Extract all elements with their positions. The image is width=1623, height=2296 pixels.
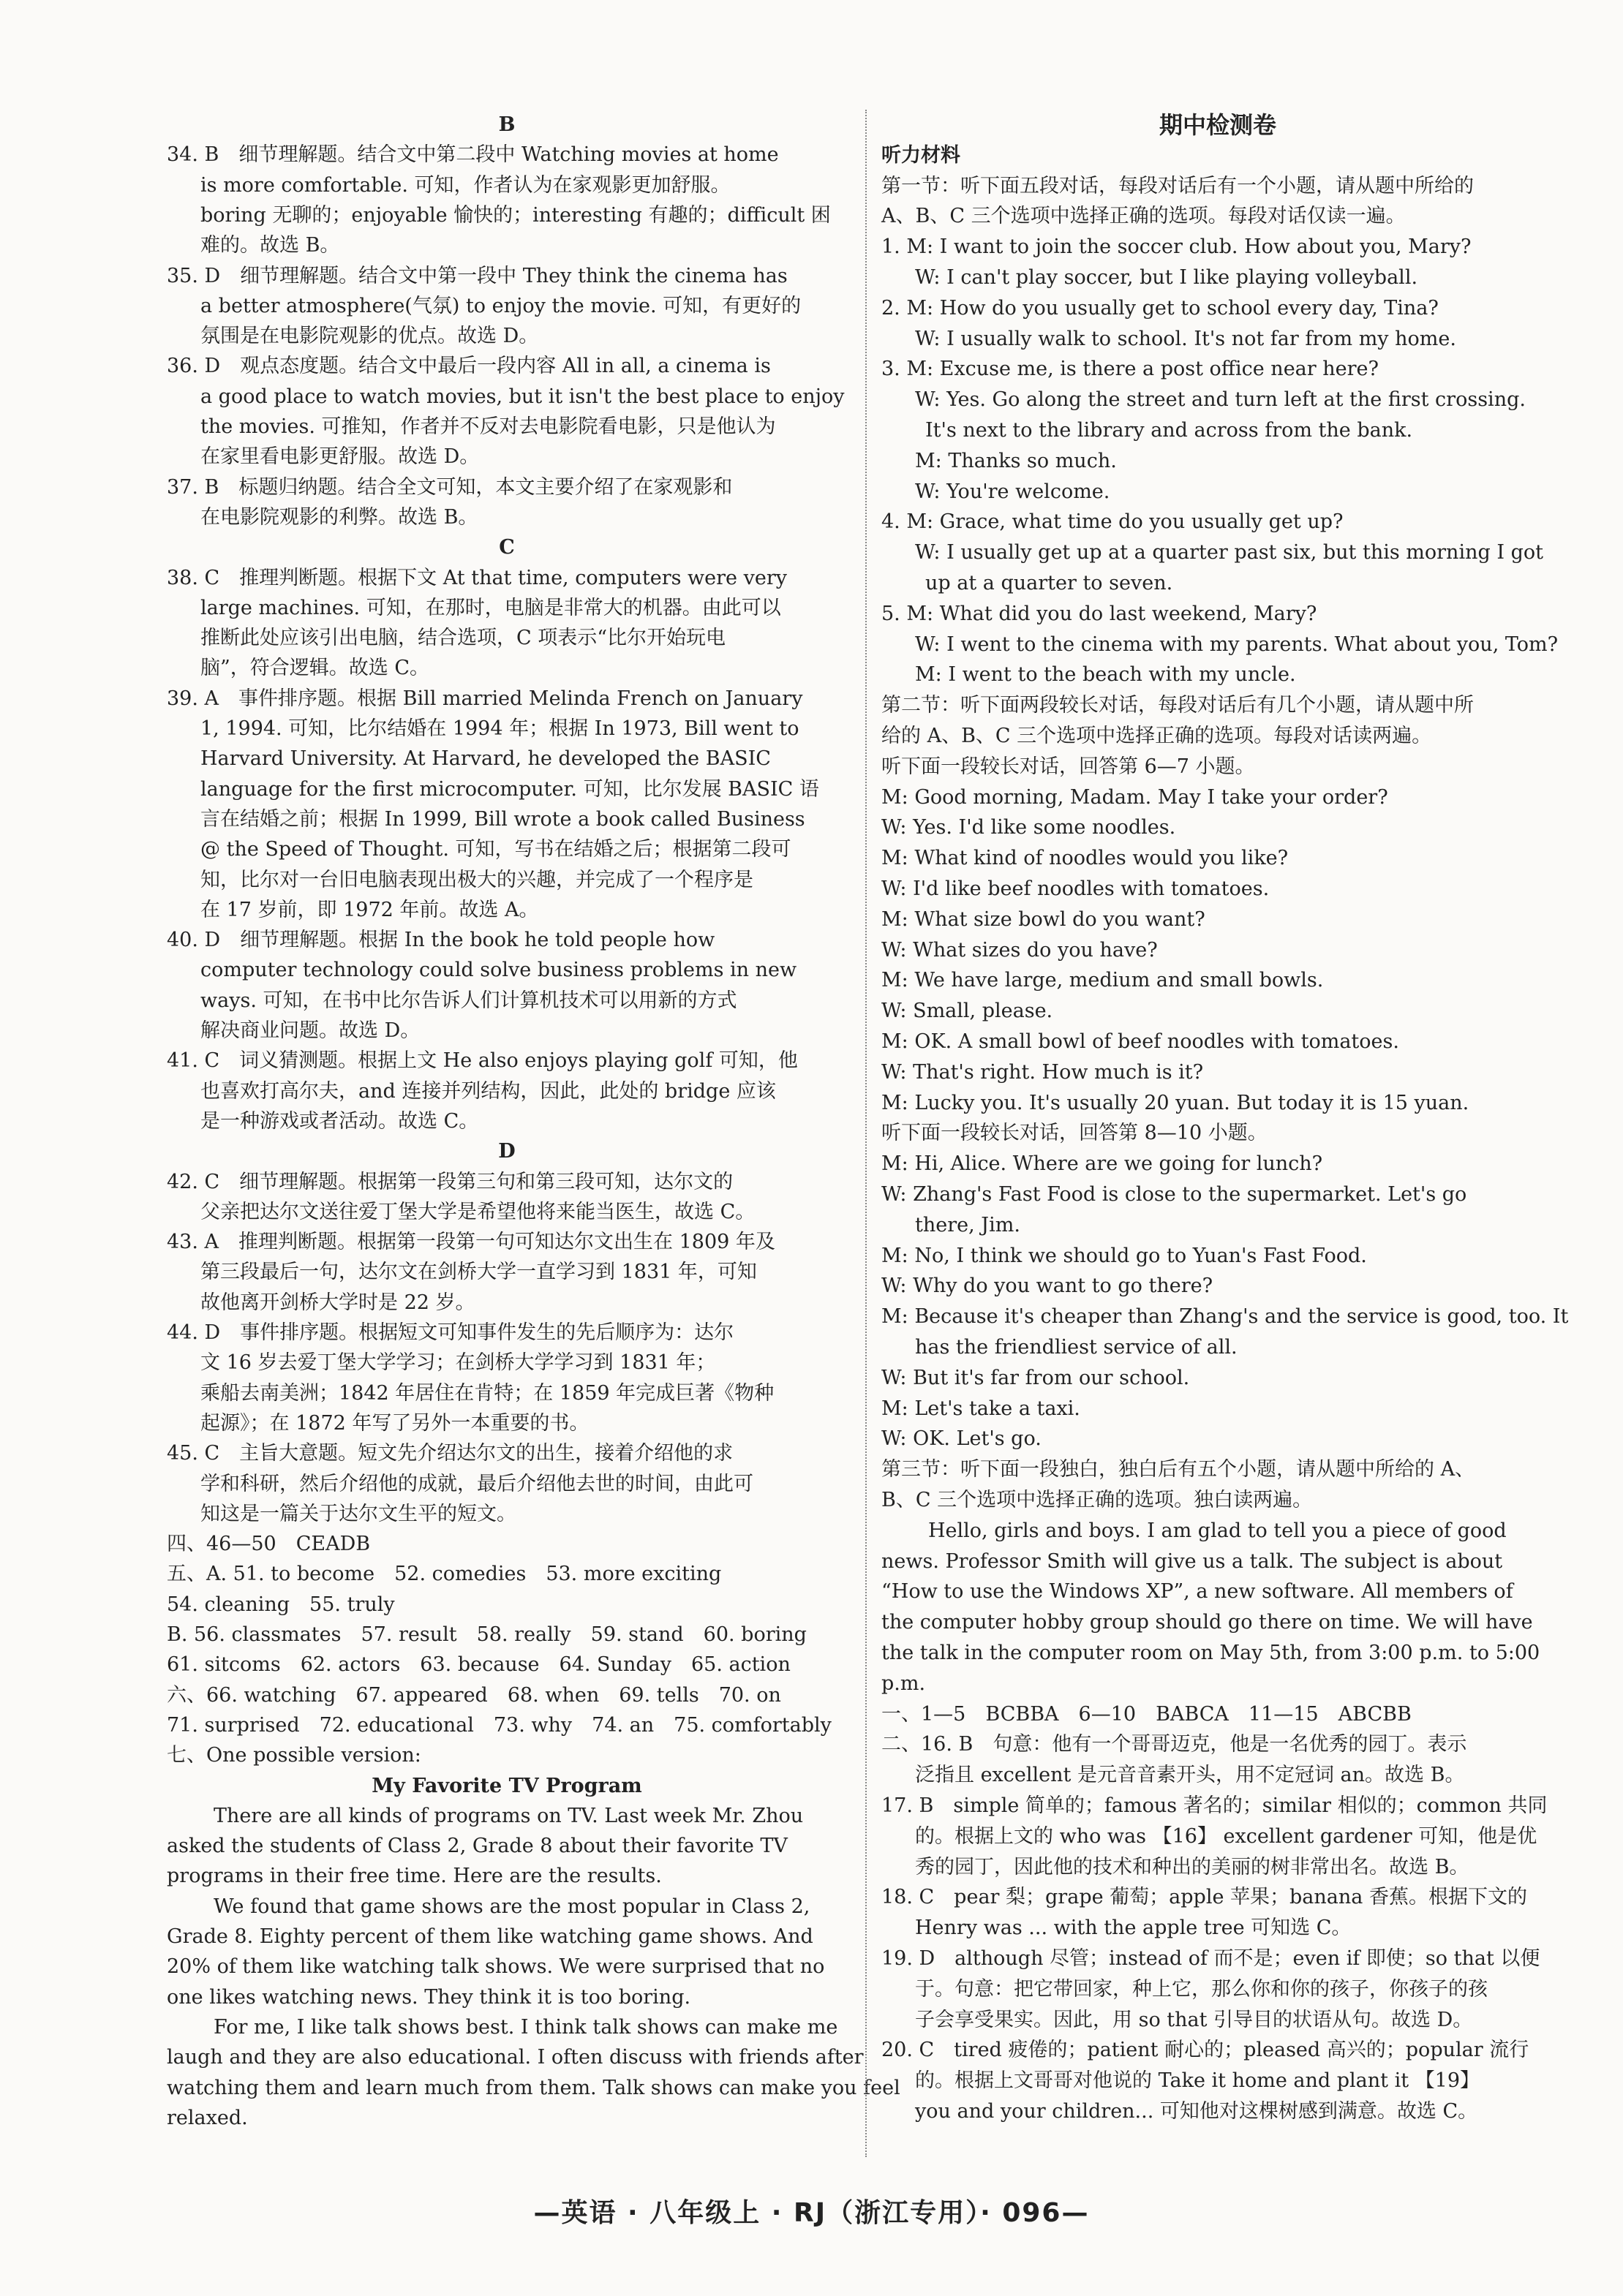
right-text-line: W: Why do you want to go there? <box>881 1274 1213 1298</box>
left-text-line: 七、One possible version: <box>167 1744 421 1767</box>
left-text-line: There are all kinds of programs on TV. Last week Mr. Zhou <box>214 1804 804 1827</box>
column-divider <box>865 110 867 2157</box>
left-text-line: 言在结婚之前；根据 In 1999, Bill wrote a book called Business <box>200 807 805 831</box>
right-text-line: M: Thanks so much. <box>915 449 1117 472</box>
right-text-line: 一、1—5 BCBBA 6—10 BABCA 11—15 ABCBB <box>881 1702 1412 1726</box>
right-text-line: Hello, girls and boys. I am glad to tell you a piece of good <box>928 1519 1507 1542</box>
left-text-line: 41. C 词义猜测题。根据上文 He also enjoys playing golf 可知，他 <box>167 1049 798 1073</box>
right-text-line: the talk in the computer room on May 5th, from 3:00 p.m. to 5:00 <box>881 1642 1540 1664</box>
left-text-line: 氛围是在电影院观影的优点。故选 D。 <box>200 325 539 348</box>
left-text-line: C <box>499 536 515 559</box>
left-text-line: 36. D 观点态度题。结合文中最后一段内容 All in all, a cinema is <box>167 355 771 378</box>
left-text-line: 61. sitcoms 62. actors 63. because 64. Sunday 65. action <box>167 1653 791 1677</box>
right-text-line: 的。根据上文哥哥对他说的 Take it home and plant it 【19】 <box>915 2069 1480 2093</box>
right-text-line: W: I usually get up at a quarter past six, but this morning I got <box>915 541 1543 564</box>
left-text-line: 脑”，符合逻辑。故选 C。 <box>200 657 430 680</box>
right-text-line: 给的 A、B、C 三个选项中选择正确的选项。每段对话读两遍。 <box>881 725 1432 747</box>
right-text-line: M: What size bowl do you want? <box>881 907 1205 931</box>
right-text-line: M: Let's take a taxi. <box>881 1397 1080 1420</box>
left-text-line: 五、A. 51. to become 52. comedies 53. more exciting <box>167 1563 722 1586</box>
right-text-line: M: We have large, medium and small bowls. <box>881 969 1324 992</box>
right-text-line: M: Because it's cheaper than Zhang's and the service is good, too. It <box>881 1305 1569 1329</box>
left-text-line: 也喜欢打高尔夫，and 连接并列结构，因此，此处的 bridge 应该 <box>200 1079 776 1103</box>
left-text-line: language for the first microcomputer. 可知，比尔发展 BASIC 语 <box>200 777 819 801</box>
left-text-line: programs in their free time. Here are the results. <box>167 1865 662 1888</box>
right-text-line: W: What sizes do you have? <box>881 938 1158 962</box>
right-text-line: W: I'd like beef noodles with tomatoes. <box>881 877 1270 900</box>
right-text-line: W: I went to the cinema with my parents. What about you, Tom? <box>915 632 1559 656</box>
left-text-line: 知这是一篇关于达尔文生平的短文。 <box>200 1502 516 1525</box>
right-text-line: “How to use the Windows XP”, a new software. All members of <box>881 1580 1513 1604</box>
left-text-line: 第三段最后一句，达尔文在剑桥大学一直学习到 1831 年，可知 <box>200 1261 757 1284</box>
left-text-line: B <box>498 113 516 136</box>
left-text-line: a good place to watch movies, but it isn't the best place to enjoy <box>200 385 845 408</box>
right-text-line: 2. M: How do you usually get to school every day, Tina? <box>881 296 1439 320</box>
left-text-line: 45. C 主旨大意题。短文先介绍达尔文的出生，接着介绍他的求 <box>167 1442 734 1465</box>
right-text-line: W: But it's far from our school. <box>881 1366 1190 1389</box>
left-text-line: 在电影院观影的利弊。故选 B。 <box>200 505 478 529</box>
left-text-line: 文 16 岁去爱丁堡大学学习；在剑桥大学学习到 1831 年； <box>200 1351 716 1375</box>
left-text-line: 71. surprised 72. educational 73. why 74. an 75. comfortably <box>167 1713 832 1737</box>
right-text-line: 5. M: What did you do last weekend, Mary? <box>881 602 1317 625</box>
right-text-line: M: No, I think we should go to Yuan's Fast Food. <box>881 1244 1367 1267</box>
right-text-line: 18. C pear 梨；grape 葡萄；apple 苹果；banana 香蕉。根据下文的 <box>881 1886 1527 1909</box>
left-text-line: one likes watching news. They think it is too boring. <box>167 1985 691 2009</box>
right-text-line: It's next to the library and across from the bank. <box>925 419 1413 442</box>
left-text-line: 推断此处应该引出电脑，结合选项，C 项表示“比尔开始玩电 <box>200 627 726 650</box>
right-text-line: 期中检测卷 <box>1159 111 1276 139</box>
left-text-line: @ the Speed of Thought. 可知，写书在结婚之后；根据第二段可 <box>200 838 791 861</box>
right-text-line: 听下面一段较长对话，回答第 8—10 小题。 <box>881 1122 1268 1145</box>
left-text-line: 43. A 推理判断题。根据第一段第一句可知达尔文出生在 1809 年及 <box>167 1231 775 1254</box>
right-text-line: 4. M: Grace, what time do you usually get up? <box>881 510 1344 534</box>
left-text-line: 父亲把达尔文送往爱丁堡大学是希望他将来能当医生，故选 C。 <box>200 1200 756 1223</box>
right-text-line: news. Professor Smith will give us a talk. The subject is about <box>881 1549 1503 1573</box>
left-text-line: 六、66. watching 67. appeared 68. when 69. tells 70. on <box>167 1683 781 1707</box>
left-text-line: boring 无聊的；enjoyable 愉快的；interesting 有趣的；difficult 困 <box>200 203 831 227</box>
left-text-line: For me, I like talk shows best. I think talk shows can make me <box>214 2015 838 2039</box>
right-text-line: W: OK. Let's go. <box>881 1427 1042 1451</box>
right-text-line: the computer hobby group should go there on time. We will have <box>881 1611 1533 1634</box>
right-text-line: there, Jim. <box>915 1213 1020 1236</box>
left-text-line: 37. B 标题归纳题。结合全文可知，本文主要介绍了在家观影和 <box>167 475 733 499</box>
left-text-line: 20% of them like watching talk shows. We were surprised that no <box>167 1955 825 1979</box>
right-text-line: up at a quarter to seven. <box>925 572 1173 594</box>
left-text-line: 1, 1994. 可知，比尔结婚在 1994 年；根据 In 1973, Bill went to <box>200 717 799 740</box>
right-text-line: 二、16. B 句意：他有一个哥哥迈克，他是一名优秀的园丁。表示 <box>881 1733 1467 1756</box>
left-text-line: B. 56. classmates 57. result 58. really 59. stand 60. boring <box>167 1623 807 1646</box>
right-text-line: 19. D although 尽管；instead of 而不是；even if 即使；so that 以便 <box>881 1947 1540 1970</box>
right-text-line: 泛指且 excellent 是元音音素开头，用不定冠词 an。故选 B。 <box>915 1764 1465 1787</box>
left-text-line: relaxed. <box>167 2106 248 2129</box>
left-text-line: 40. D 细节理解题。根据 In the book he told people how <box>167 929 715 952</box>
left-text-line: 是一种游戏或者活动。故选 C。 <box>200 1109 479 1133</box>
right-text-line: W: Small, please. <box>881 1000 1053 1023</box>
right-text-line: 第二节：听下面两段较长对话，每段对话后有几个小题，请从题中所 <box>881 694 1474 717</box>
right-text-line: W: Yes. Go along the street and turn left at the first crossing. <box>915 388 1526 412</box>
right-text-line: W: Zhang's Fast Food is close to the supermarket. Let's go <box>881 1183 1467 1206</box>
left-text-line: 54. cleaning 55. truly <box>167 1593 395 1616</box>
left-text-line: large machines. 可知，在那时，电脑是非常大的机器。由此可以 <box>200 596 781 619</box>
left-text-line: 学和科研，然后介绍他的成就，最后介绍他去世的时间，由此可 <box>200 1472 753 1495</box>
left-text-line: a better atmosphere(气氛) to enjoy the movie. 可知，有更好的 <box>200 294 802 317</box>
left-text-line: 35. D 细节理解题。结合文中第一段中 They think the cinema has <box>167 264 788 287</box>
right-text-line: M: Hi, Alice. Where are we going for lunch? <box>881 1152 1323 1176</box>
left-text-line: 解决商业问题。故选 D。 <box>200 1019 421 1042</box>
right-text-line: M: Lucky you. It's usually 20 yuan. But today it is 15 yuan. <box>881 1091 1469 1114</box>
right-text-line: 听下面一段较长对话，回答第 6—7 小题。 <box>881 755 1255 778</box>
left-text-line: My Favorite TV Program <box>372 1774 642 1797</box>
right-text-line: W: I can't play soccer, but I like playing volleyball. <box>915 266 1418 289</box>
right-text-line: W: I usually walk to school. It's not far from my home. <box>915 327 1456 350</box>
left-text-line: 44. D 事件排序题。根据短文可知事件发生的先后顺序为：达尔 <box>167 1321 734 1344</box>
left-text-line: 乘船去南美洲；1842 年居住在肯特；在 1859 年完成巨著《物种 <box>200 1381 775 1405</box>
right-text-line: p.m. <box>881 1672 926 1695</box>
right-text-line: has the friendliest service of all. <box>915 1336 1238 1359</box>
right-text-line: you and your children... 可知他对这棵树感到满意。故选 C。 <box>915 2100 1478 2123</box>
left-text-line: 四、46—50 CEADB <box>167 1533 371 1556</box>
left-text-line: 知，比尔对一台旧电脑表现出极大的兴趣，并完成了一个程序是 <box>200 868 753 891</box>
left-text-line: the movies. 可推知，作者并不反对去电影院看电影，只是他认为 <box>200 415 776 438</box>
right-text-line: 的。根据上文的 who was 【16】 excellent gardener 可知，他是优 <box>915 1824 1537 1848</box>
left-text-line: asked the students of Class 2, Grade 8 about their favorite TV <box>167 1835 788 1858</box>
right-text-line: 于。句意：把它带回家，种上它，那么你和你的孩子，你孩子的孩 <box>915 1977 1488 2001</box>
right-text-line: W: Yes. I'd like some noodles. <box>881 816 1176 839</box>
left-text-line: D <box>498 1140 516 1163</box>
left-text-line: 42. C 细节理解题。根据第一段第三句和第三段可知，达尔文的 <box>167 1170 734 1193</box>
left-text-line: 39. A 事件排序题。根据 Bill married Melinda French on January <box>167 687 803 710</box>
right-text-line: M: Good morning, Madam. May I take your order? <box>881 785 1388 809</box>
left-text-line: 34. B 细节理解题。结合文中第二段中 Watching movies at home <box>167 143 779 167</box>
right-text-line: B、C 三个选项中选择正确的选项。独白读两遍。 <box>881 1489 1313 1511</box>
page-footer: —英语 · 八年级上 · RJ（浙江专用）· 096— <box>533 2198 1090 2228</box>
left-text-line: 在 17 岁前，即 1972 年前。故选 A。 <box>200 898 539 921</box>
right-text-line: 听力材料 <box>881 143 960 167</box>
right-text-line: M: I went to the beach with my uncle. <box>915 663 1296 687</box>
left-text-line: 在家里看电影更舒服。故选 D。 <box>200 445 480 469</box>
left-text-line: Harvard University. At Harvard, he developed the BASIC <box>200 747 771 771</box>
right-text-line: A、B、C 三个选项中选择正确的选项。每段对话仅读一遍。 <box>881 205 1406 228</box>
left-text-line: ways. 可知，在书中比尔告诉人们计算机技术可以用新的方式 <box>200 989 737 1012</box>
left-text-line: watching them and learn much from them. Talk shows can make you feel <box>167 2076 900 2099</box>
right-text-line: 第一节：听下面五段对话，每段对话后有一个小题，请从题中所给的 <box>881 174 1474 197</box>
right-text-line: 20. C tired 疲倦的；patient 耐心的；pleased 高兴的；popular 流行 <box>881 2039 1529 2062</box>
right-text-line: 子会享受果实。因此，用 so that 引导目的状语从句。故选 D。 <box>915 2008 1473 2031</box>
left-text-line: 起源》；在 1872 年写了另外一本重要的书。 <box>200 1411 590 1435</box>
right-text-line: 第三节：听下面一段独白，独白后有五个小题，请从题中所给的 A、 <box>881 1458 1475 1481</box>
right-text-line: 3. M: Excuse me, is there a post office near here? <box>881 358 1379 381</box>
right-text-line: 17. B simple 简单的；famous 著名的；similar 相似的；common 共同 <box>881 1794 1548 1817</box>
right-text-line: W: You're welcome. <box>915 480 1110 503</box>
right-text-line: 1. M: I want to join the soccer club. How about you, Mary? <box>881 235 1472 259</box>
left-text-line: 38. C 推理判断题。根据下文 At that time, computers were very <box>167 566 787 589</box>
left-text-line: Grade 8. Eighty percent of them like watching game shows. And <box>167 1925 813 1948</box>
right-text-line: W: That's right. How much is it? <box>881 1060 1204 1084</box>
left-text-line: laugh and they are also educational. I often discuss with friends after <box>167 2046 864 2069</box>
left-text-line: 故他离开剑桥大学时是 22 岁。 <box>200 1291 475 1314</box>
left-text-line: is more comfortable. 可知，作者认为在家观影更加舒服。 <box>200 173 731 197</box>
left-text-line: We found that game shows are the most popular in Class 2, <box>214 1895 810 1918</box>
right-text-line: 秀的园丁，因此他的技术和种出的美丽的树非常出名。故选 B。 <box>915 1855 1469 1878</box>
left-text-line: computer technology could solve business problems in new <box>200 959 797 982</box>
right-text-line: Henry was ... with the apple tree 可知选 C。 <box>915 1917 1352 1940</box>
left-text-line: 难的。故选 B。 <box>200 234 340 257</box>
right-text-line: M: OK. A small bowl of beef noodles with tomatoes. <box>881 1030 1399 1053</box>
right-text-line: M: What kind of noodles would you like? <box>881 847 1289 870</box>
